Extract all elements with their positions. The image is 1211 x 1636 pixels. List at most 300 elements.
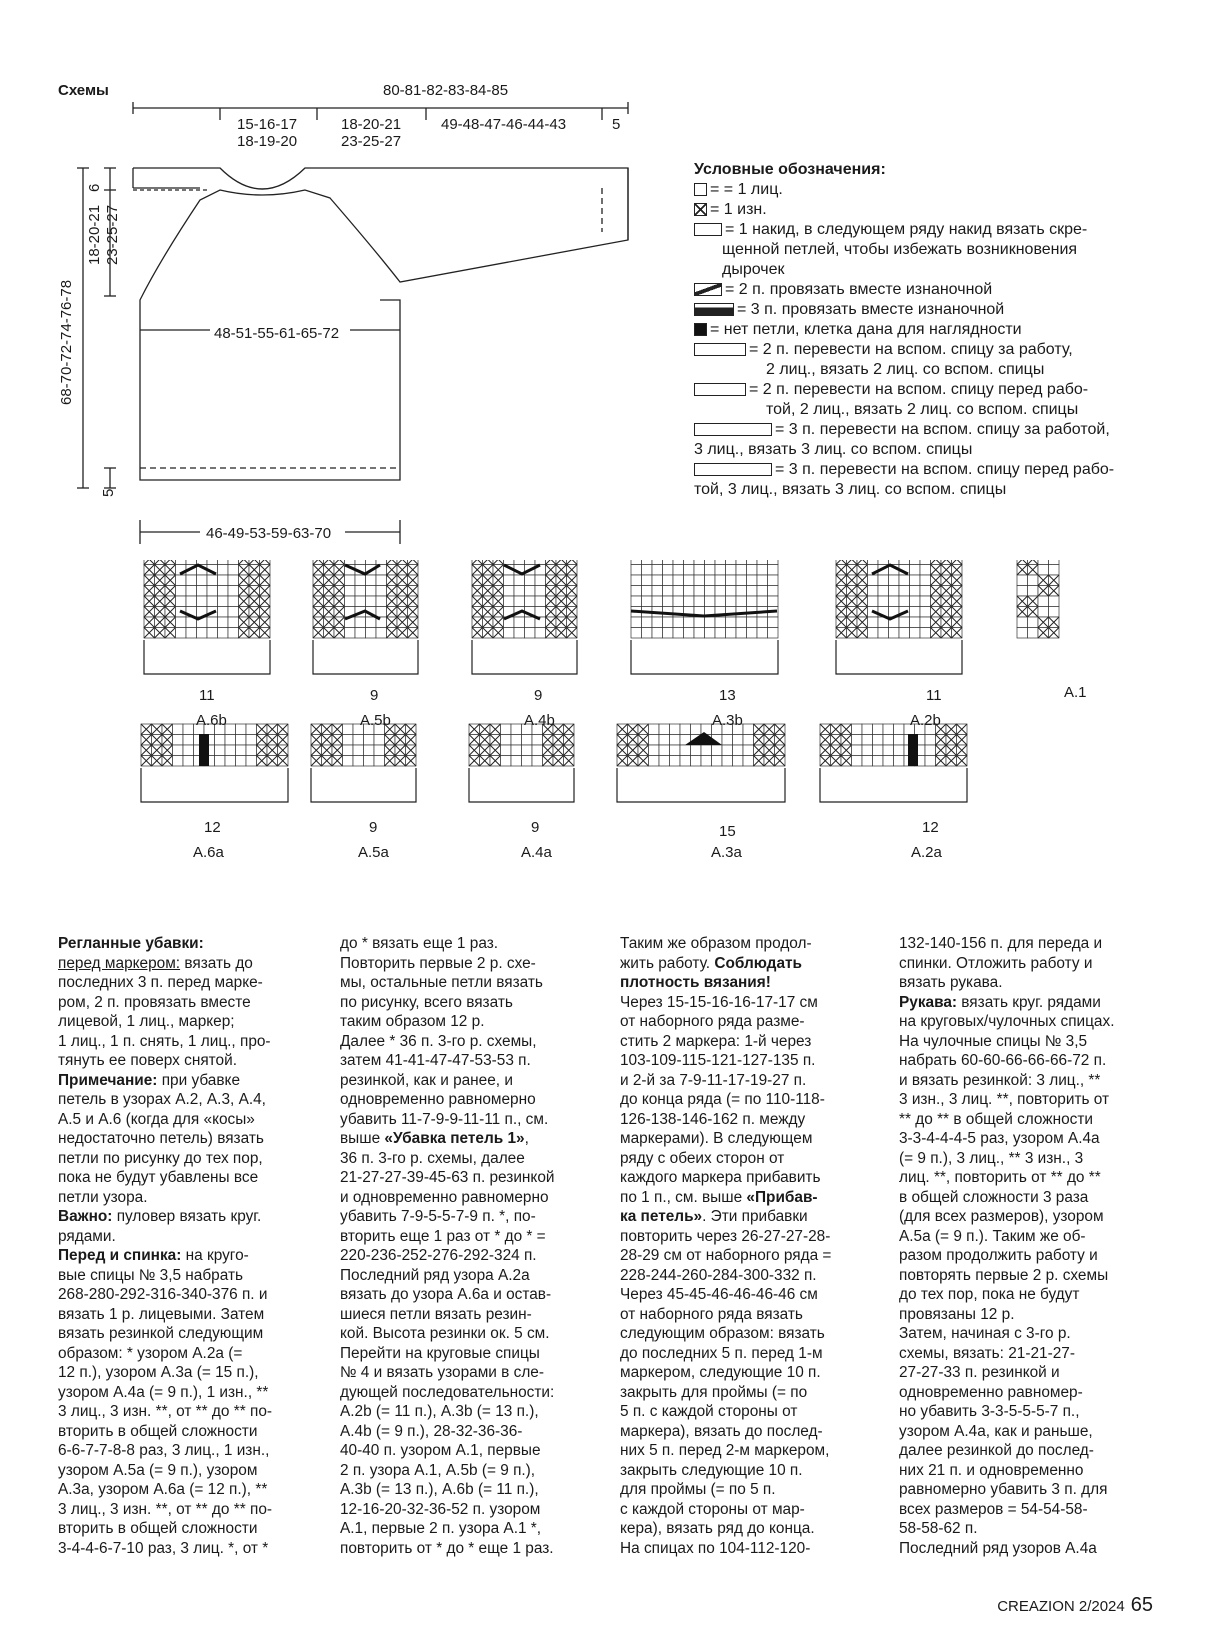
- chart-a3b-cell: [684, 575, 695, 586]
- chart-a6a-cell: [246, 724, 257, 735]
- chart-a6b-cell: [176, 617, 187, 628]
- text-line: Таким же образом продол-: [620, 935, 812, 952]
- chart-a3b-cell: [726, 565, 737, 576]
- text-line: недостаточно петель) вязать: [58, 1130, 264, 1147]
- text-line: 268-280-292-316-340-376 п. и: [58, 1286, 268, 1303]
- chart-a2b-cell: [899, 586, 910, 597]
- chart-a4a-cell: [511, 724, 522, 735]
- chart-a5b-cell: [355, 560, 366, 565]
- text-line: тянуть ее поверх снятой.: [58, 1052, 237, 1069]
- text-line: для проймы (= по 5 п.: [620, 1481, 776, 1498]
- chart-a6a-cell: [246, 745, 257, 756]
- chart-a6a-cell: [236, 756, 247, 767]
- chart-a3a-cell: [722, 745, 733, 756]
- chart-a5a-cell: [343, 745, 354, 756]
- chart-a6b-cell: [186, 596, 197, 607]
- chart-a3a-bracket: [617, 768, 785, 802]
- text-line: вязать 1 р. лицевыми. Затем: [58, 1305, 265, 1323]
- chart-a4b-cell: [504, 596, 515, 607]
- chart-a3b-cell: [705, 617, 716, 628]
- chart-a3a-cell: [701, 756, 712, 767]
- chart-a4b-cell: [504, 628, 515, 639]
- chart-a3b-cell: [673, 560, 684, 565]
- legend-item: = = 1 лиц.: [694, 180, 1164, 200]
- chart-a5b-cell: [366, 586, 377, 597]
- chart-a3b-cell: [642, 617, 653, 628]
- chart-a6a-cell: [183, 756, 194, 767]
- chart-a3b-cell: [705, 596, 716, 607]
- chart-a2b-cell: [899, 575, 910, 586]
- text-line: плотность вязания!: [620, 974, 771, 991]
- chart-a3a-cell: [670, 724, 681, 735]
- chart-a6b-cell: [228, 586, 239, 597]
- chart-a6a-cell: [225, 745, 236, 756]
- text-line: Примечание: при убавке: [58, 1071, 241, 1089]
- chart-a3b-cell: [747, 586, 758, 597]
- text-line: 6-6-7-7-8-8 раз, 3 лиц., 1 изн.,: [58, 1442, 270, 1459]
- chart-a3b-cell: [757, 628, 768, 639]
- chart-a3b-cell: [642, 565, 653, 576]
- chart-a4a-cell: [501, 735, 512, 746]
- text-line: ** до ** в общей сложности: [899, 1110, 1094, 1128]
- chart-a5a-cell: [374, 756, 385, 767]
- chart-a3b-cell: [684, 596, 695, 607]
- chart-a2b-cell: [920, 628, 931, 639]
- cable-2-front-symbol-icon: [694, 383, 746, 396]
- chart-a3a-cell: [659, 756, 670, 767]
- chart-a6a-cell: [236, 745, 247, 756]
- text-column-2: [340, 934, 555, 1558]
- text-line: петли узора.: [58, 1188, 148, 1206]
- chart-a2a-cell: [862, 745, 873, 756]
- text-line: Последний ряд узоров А.4а: [899, 1539, 1097, 1557]
- chart-a3b-cell: [631, 560, 642, 565]
- chart-a3b-cell: [736, 565, 747, 576]
- text-line: лиц. **, повторить от ** до **: [899, 1169, 1101, 1186]
- chart-a3b-cell: [652, 560, 663, 565]
- chart-a2a-no-stitch: [908, 734, 918, 766]
- chart-a5b-cell: [376, 596, 387, 607]
- chart-a3b-cell: [684, 617, 695, 628]
- chart-a3b-cell: [684, 560, 695, 565]
- chart-a4b-cell: [504, 575, 515, 586]
- chart-a5a-cell: [364, 756, 375, 767]
- text-line: 12-16-20-32-36-52 п. узором: [340, 1500, 541, 1518]
- chart-name: A.4b: [524, 712, 555, 729]
- chart-a2b-cell: [889, 628, 900, 639]
- chart-a6a-cell: [225, 756, 236, 767]
- text-line: образом: * узором А.2а (=: [58, 1344, 243, 1362]
- text-line: них 21 п. и одновременно: [899, 1461, 1084, 1479]
- text-line: повторить через 26-27-27-28-: [620, 1227, 831, 1245]
- chart-a3b-cell: [715, 565, 726, 576]
- chart-a3b-cell: [747, 596, 758, 607]
- chart-a3b-cell: [694, 575, 705, 586]
- chart-a4a-bracket: [469, 768, 574, 802]
- chart-a3a-cell: [691, 756, 702, 767]
- chart-a4b-cell: [525, 575, 536, 586]
- chart-a3b-cell: [684, 628, 695, 639]
- text-line: 40-40 п. узором А.1, первые: [340, 1442, 541, 1459]
- text-line: далее резинкой до послед-: [899, 1442, 1094, 1459]
- chart-count: 15: [719, 823, 736, 840]
- text-line: схемы, вязать: 21-21-27-: [899, 1344, 1075, 1362]
- chart-a4b-cell: [535, 560, 546, 565]
- chart-a2b-cell: [878, 560, 889, 565]
- chart-a5a-cell: [343, 735, 354, 746]
- chart-a4b-cell: [514, 586, 525, 597]
- chart-count: 9: [369, 819, 378, 836]
- chart-a2a-cell: [852, 745, 863, 756]
- text-line: таким образом 12 р.: [340, 1013, 485, 1030]
- chart-a6a-cell: [246, 735, 257, 746]
- chart-count: 12: [922, 819, 939, 836]
- chart-a3b-cell: [673, 565, 684, 576]
- chart-a2a-cell: [925, 735, 936, 746]
- text-line: 103-109-115-121-127-135 п.: [620, 1052, 816, 1069]
- chart-a3b-cell: [736, 628, 747, 639]
- chart-a2b-cell: [868, 560, 879, 565]
- chart-a5b-cell: [345, 575, 356, 586]
- chart-a3b-cell: [715, 575, 726, 586]
- chart-a6b-cell: [218, 586, 229, 597]
- legend-item: = 2 п. перевести на вспом. спицу перед рабо-: [694, 380, 1164, 400]
- chart-a6b-cell: [207, 596, 218, 607]
- chart-a6a-cell: [215, 756, 226, 767]
- yarn-over-symbol-icon: [694, 223, 722, 236]
- text-line: маркера), вязать до послед-: [620, 1422, 823, 1440]
- chart-a3a-cell: [722, 756, 733, 767]
- chart-a6a-cell: [173, 735, 184, 746]
- chart-a5b-cell: [345, 560, 356, 565]
- text-line: затем 41-41-47-47-53-53 п.: [340, 1052, 531, 1069]
- chart-a2b-cell: [910, 596, 921, 607]
- chart-a6b-cell: [228, 560, 239, 565]
- chart-a3b-cell: [768, 628, 779, 639]
- chart-a6b-cell: [228, 565, 239, 576]
- chart-a3a-cell: [712, 745, 723, 756]
- chart-a3a-cell: [670, 756, 681, 767]
- chart-count: 11: [199, 687, 215, 704]
- chart-a5a-cell: [374, 745, 385, 756]
- legend-item-cont: 3 лиц., вязать 3 лиц. со вспом. спицы: [694, 441, 973, 458]
- chart-count: 11: [926, 687, 942, 704]
- text-line: (= 9 п.), 3 лиц., ** 3 изн., 3: [899, 1149, 1084, 1167]
- text-line: А.5 и А.6 (когда для «косы»: [58, 1110, 255, 1128]
- text-line: 126-138-146-162 п. между: [620, 1110, 806, 1128]
- chart-a5b-cell: [376, 607, 387, 618]
- chart-a4b-cell: [514, 560, 525, 565]
- text-line: узором А.5а (= 9 п.), узором: [58, 1461, 258, 1479]
- chart-a2b-cell: [889, 575, 900, 586]
- chart-a3a-cell: [743, 735, 754, 746]
- chart-name: A.3b: [712, 712, 743, 729]
- chart-a3a-cell: [743, 724, 754, 735]
- chart-a6b-cell: [176, 586, 187, 597]
- chart-a5b-cell: [345, 596, 356, 607]
- chart-a3b-cell: [726, 560, 737, 565]
- chart-a6a-bracket: [141, 768, 288, 802]
- chart-a2b-cell: [910, 586, 921, 597]
- chart-a3b-cell: [736, 560, 747, 565]
- chart-a3a-cell: [649, 745, 660, 756]
- chart-a3a-cell: [649, 735, 660, 746]
- chart-a6b-cell: [186, 575, 197, 586]
- chart-a2a-cell: [925, 745, 936, 756]
- chart-a3a-cell: [733, 756, 744, 767]
- p3tog-symbol-icon: [694, 303, 734, 316]
- chart-a4a-cell: [501, 724, 512, 735]
- chart-a6a-cell: [236, 735, 247, 746]
- chart-a4a-cell: [522, 735, 533, 746]
- chart-a3a-cell: [659, 724, 670, 735]
- chart-a3b-cell: [757, 596, 768, 607]
- chart-a6b-cell: [218, 617, 229, 628]
- chart-a3a-cell: [743, 756, 754, 767]
- chart-a2b-cell: [920, 617, 931, 628]
- chart-a5a-bracket: [311, 768, 416, 802]
- chart-a3a-cell: [733, 745, 744, 756]
- chart-a6a-cell: [215, 745, 226, 756]
- chart-a5b-cell: [366, 617, 377, 628]
- chart-a3a-cell: [649, 724, 660, 735]
- chart-a4b-cell: [535, 586, 546, 597]
- text-column-1: [58, 934, 272, 1558]
- text-line: с каждой стороны от мар-: [620, 1500, 805, 1518]
- chart-count: 12: [204, 819, 221, 836]
- chart-a3b-cell: [705, 575, 716, 586]
- chart-a6b-cell: [207, 575, 218, 586]
- hem-width-label: 46-49-53-59-63-70: [202, 525, 335, 542]
- text-line: вые спицы № 3,5 набрать: [58, 1266, 244, 1284]
- text-line: кой. Высота резинки ок. 5 см.: [340, 1325, 550, 1342]
- chart-a3b-cell: [705, 628, 716, 639]
- chart-a3b-cell: [768, 575, 779, 586]
- text-line: вязать до узора А.6а и остав-: [340, 1286, 552, 1303]
- chart-name: A.2b: [910, 712, 941, 729]
- shoulder-label-1: 18-20-21: [341, 116, 402, 133]
- text-line: 3-3-4-4-4-5 раз, узором А.4а: [899, 1130, 1100, 1147]
- chart-a1-cell: [1049, 565, 1060, 576]
- text-line: Далее * 36 п. 3-го р. схемы,: [340, 1032, 537, 1050]
- text-line: на круговых/чулочных спицах.: [899, 1013, 1115, 1030]
- legend-item: = нет петли, клетка дана для наглядности: [694, 320, 1164, 340]
- text-line: каждого маркера прибавить: [620, 1169, 821, 1186]
- chart-a2a-bracket: [820, 768, 967, 802]
- chart-a3b-cell: [673, 596, 684, 607]
- chart-a1-cell: [1028, 575, 1039, 586]
- no-stitch-symbol-icon: [694, 323, 707, 336]
- raglan-label-2: 23-25-27: [104, 204, 121, 265]
- text-line: А.3b (= 13 п.), А.6b (= 11 п.),: [340, 1481, 539, 1498]
- chart-name: A.1: [1064, 684, 1087, 701]
- magazine-name: CREAZION 2/2024: [997, 1598, 1125, 1615]
- chart-a2a-cell: [852, 724, 863, 735]
- neck-depth-label: 6: [86, 183, 103, 192]
- chart-a4a-cell: [511, 745, 522, 756]
- chart-a5a-cell: [343, 724, 354, 735]
- text-line: маркером, следующие 10 п.: [620, 1364, 821, 1381]
- text-line: узором А.4а (= 9 п.), 1 изн., **: [58, 1383, 269, 1401]
- chart-a2a-cell: [873, 745, 884, 756]
- chart-a6b-cell: [186, 560, 197, 565]
- chart-a2b-cell: [868, 586, 879, 597]
- chart-a3b-cell: [663, 560, 674, 565]
- legend-item: = 2 п. провязать вместе изнаночной: [694, 280, 1164, 300]
- chart-a6a-cell: [215, 735, 226, 746]
- chart-a3b-cell: [694, 596, 705, 607]
- chart-a3b-cell: [673, 628, 684, 639]
- neck-label-2: 18-19-20: [237, 133, 298, 150]
- chart-a6a-cell: [183, 724, 194, 735]
- chest-width-label: 48-51-55-61-65-72: [210, 325, 343, 342]
- chart-a3b-cell: [736, 575, 747, 586]
- chart-a2b-cell: [910, 560, 921, 565]
- chart-a3b-cell: [663, 575, 674, 586]
- text-line: Перед и спинка: на круго-: [58, 1247, 249, 1264]
- chart-a4b-cell: [504, 586, 515, 597]
- chart-a4a-cell: [522, 745, 533, 756]
- text-line: перед маркером: вязать до: [58, 954, 253, 972]
- chart-a3b-cell: [631, 586, 642, 597]
- chart-name: A.3a: [711, 844, 742, 861]
- text-line: вторить в общей сложности: [58, 1520, 258, 1537]
- chart-a3b-cell: [726, 596, 737, 607]
- chart-a4b-cell: [535, 596, 546, 607]
- cable-3-front-symbol-icon: [694, 463, 772, 476]
- chart-a2b-cell: [899, 596, 910, 607]
- text-line: мы, остальные петли вязать: [340, 974, 543, 991]
- text-line: Важно: пуловер вязать круг.: [58, 1208, 262, 1225]
- total-length-label: 68-70-72-74-76-78: [58, 279, 75, 405]
- text-line: закрыть следующие 10 п.: [620, 1461, 803, 1479]
- text-line: 28-29 см от наборного ряда =: [620, 1247, 832, 1264]
- text-line: выше «Убавка петель 1»,: [340, 1130, 529, 1147]
- text-line: Затем, начиная с 3-го р.: [899, 1325, 1071, 1342]
- text-line: ка петель». Эти прибавки: [620, 1208, 808, 1225]
- chart-a1-cell: [1038, 607, 1049, 618]
- text-line: 3 лиц., 3 изн. **, от ** до ** по-: [58, 1403, 273, 1420]
- chart-a3a-cell: [722, 735, 733, 746]
- chart-a5b-cell: [355, 628, 366, 639]
- text-line: № 4 и вязать узорами в сле-: [340, 1364, 544, 1381]
- chart-a3b-cell: [694, 565, 705, 576]
- text-line: и одновременно равномерно: [340, 1188, 549, 1206]
- purl-symbol-icon: [694, 203, 707, 216]
- chart-a5b-cell: [366, 560, 377, 565]
- chart-a6b-cell: [176, 596, 187, 607]
- chart-a3b-cell: [747, 628, 758, 639]
- chart-a3b-cell: [663, 617, 674, 628]
- text-line: вязать резинкой следующим: [58, 1325, 264, 1342]
- text-line: последних 3 п. перед марке-: [58, 974, 263, 991]
- chart-a2a-cell: [862, 724, 873, 735]
- chart-a6a-cell: [236, 724, 247, 735]
- rib-height-label: 5: [100, 488, 117, 497]
- text-line: 3 лиц., 3 изн. **, от ** до ** по-: [58, 1500, 273, 1518]
- chart-a3b-cell: [673, 575, 684, 586]
- chart-a4a-cell: [511, 756, 522, 767]
- chart-a2a-cell: [862, 756, 873, 767]
- chart-a3b-cell: [768, 565, 779, 576]
- chart-a2a-cell: [862, 735, 873, 746]
- chart-a4a-cell: [532, 735, 543, 746]
- chart-a3b-cell: [747, 560, 758, 565]
- legend-item: = 3 п. провязать вместе изнаночной: [694, 300, 1164, 320]
- text-line: А.4b (= 9 п.), 28-32-36-36-: [340, 1422, 523, 1440]
- chart-a2b-cell: [899, 560, 910, 565]
- knit-symbol-icon: [694, 183, 707, 196]
- text-line: 1 лиц., 1 п. снять, 1 лиц., про-: [58, 1032, 271, 1050]
- text-line: 228-244-260-284-300-332 п.: [620, 1266, 817, 1284]
- text-line: 58-58-62 п.: [899, 1520, 978, 1537]
- chart-a6b-cell: [186, 586, 197, 597]
- text-line: 5 п. с каждой стороны от: [620, 1403, 798, 1420]
- chart-a2b-cell: [868, 617, 879, 628]
- chart-count: 9: [370, 687, 379, 704]
- text-line: в общей сложности 3 раза: [899, 1188, 1089, 1206]
- chart-a6a-cell: [173, 756, 184, 767]
- chart-a3a-cell: [680, 724, 691, 735]
- text-line: 12 п.), узором А.3а (= 15 п.),: [58, 1364, 259, 1381]
- text-line: но убавить 3-3-5-5-5-7 п.,: [899, 1403, 1080, 1420]
- chart-a3b-cell: [726, 628, 737, 639]
- text-line: закрыть для проймы (= по: [620, 1383, 808, 1401]
- chart-count: 13: [719, 687, 736, 704]
- chart-a3b-cell: [642, 596, 653, 607]
- chart-a3a-cell: [733, 735, 744, 746]
- chart-a4b-cell: [514, 575, 525, 586]
- legend: [694, 160, 1164, 500]
- text-line: них 5 п. перед 2-м маркером,: [620, 1442, 830, 1459]
- chart-a3b-cell: [642, 560, 653, 565]
- text-line: пока не будут убавлены все: [58, 1169, 259, 1186]
- text-line: маркерами). В следующем: [620, 1130, 813, 1147]
- chart-a4a-cell: [501, 745, 512, 756]
- chart-a6b-cell: [207, 586, 218, 597]
- chart-a6b-cell: [218, 575, 229, 586]
- text-line: 3 изн., 3 лиц. **, повторить от: [899, 1091, 1110, 1108]
- chart-a2a-cell: [883, 756, 894, 767]
- chart-a3b-cell: [694, 560, 705, 565]
- chart-a3b-cell: [652, 628, 663, 639]
- chart-a3a-cell: [680, 745, 691, 756]
- sweater-outline: [0, 0, 680, 560]
- chart-a3b-cell: [726, 575, 737, 586]
- chart-name: A.2a: [911, 844, 942, 861]
- text-line: убавить 7-9-5-5-7-9 п. *, по-: [340, 1208, 536, 1225]
- chart-a2a-cell: [894, 735, 905, 746]
- chart-a4b-bracket: [472, 640, 577, 674]
- chart-a1-cell: [1038, 560, 1049, 565]
- chart-a3b-cell: [768, 617, 779, 628]
- chart-a2a-cell: [873, 735, 884, 746]
- chart-a6b-bracket: [144, 640, 270, 674]
- text-line: 21-27-27-39-45-63 п. резинкой: [340, 1169, 555, 1186]
- text-line: разом продолжить работу и: [899, 1247, 1098, 1264]
- chart-a3b-cell: [642, 586, 653, 597]
- chart-a3b-cell: [642, 575, 653, 586]
- chart-a2b-cell: [920, 596, 931, 607]
- chart-a5b-cell: [366, 628, 377, 639]
- chart-a1-cell: [1017, 575, 1028, 586]
- text-line: спинки. Отложить работу и: [899, 954, 1093, 972]
- chart-a2a-cell: [894, 724, 905, 735]
- chart-a3b-cell: [715, 628, 726, 639]
- chart-a3b-cell: [705, 560, 716, 565]
- legend-item-cont: той, 3 лиц., вязать 3 лиц. со вспом. спицы: [694, 481, 1007, 498]
- chart-a6b-cell: [228, 596, 239, 607]
